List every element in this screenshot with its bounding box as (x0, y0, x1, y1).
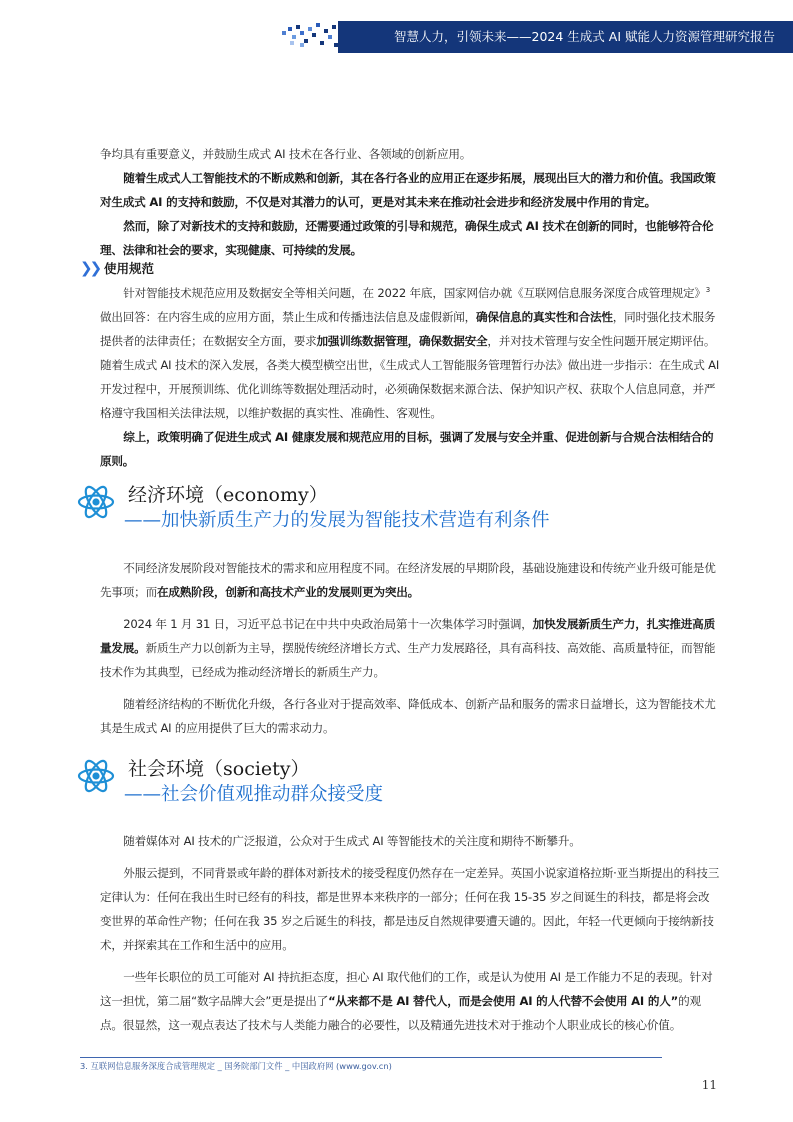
society-title: 社会环境（society） (128, 758, 310, 780)
usage-bold-e: 加强训练数据管理，确保数据安全 (316, 333, 488, 348)
header-bar (338, 21, 793, 53)
society-paragraph-1: 随着媒体对 AI 技术的广泛报道，公众对于生成式 AI 等智能技术的关注度和期待不断攀升。 (123, 834, 581, 848)
usage-text-d: ，同时强化技术服务提供者的法律责任；在数据安全方面，要求 (100, 309, 716, 348)
usage-paragraph-2: 综上，政策明确了促进生成式 AI 健康发展和规范应用的目标，强调了发展与安全并重、促进创新与合规合法相结合的原则。 (100, 429, 714, 468)
intro-paragraph-1: 争均具有重要意义，并鼓励生成式 AI 技术在各行业、各领域的创新应用。 (100, 147, 472, 161)
economy-paragraph-3: 随着经济结构的不断优化升级，各行各业对于提高效率、降低成本、创新产品和服务的需求日益增长，这为智能技术尤其是生成式 AI 的应用提供了巨大的需求动力。 (100, 697, 716, 735)
economy-body (100, 556, 720, 740)
atom-icon (76, 756, 116, 796)
society-paragraph-3 (100, 965, 720, 1037)
society-bold-b: “从来都不是 AI 替代人，而是会使用 AI 的人代替不会使用 AI 的人” (328, 994, 679, 1008)
header-title: 智慧人力，引领未来——2024 生成式 AI 赋能人力资源管理研究报告 (394, 29, 775, 44)
footnote-ref[interactable]: 3 (705, 286, 711, 294)
economy-paragraph-2 (100, 612, 720, 684)
society-text-c: 的观点。很显然，这一观点表达了技术与人类能力融合的必要性，以及精通先进技术对于推动个人职业成长的核心价值。 (100, 994, 701, 1032)
economy-subtitle: ——加快新质生产力的发展为智能技术营造有利条件 (124, 510, 550, 531)
economy-bold-2b: 加快发展新质生产力，扎实推进高质量发展。 (100, 617, 715, 655)
pixel-decoration (282, 21, 344, 53)
footnote-divider (80, 1057, 662, 1058)
economy-text-2a: 2024 年 1 月 31 日，习近平总书记在中共中央政治局第十一次集体学习时强调， (123, 617, 533, 631)
usage-text-b: 做出回答：在内容生成的应用方面，禁止生成和传播违法信息及虚假新闻， (100, 309, 476, 324)
economy-bold-b: 在成熟阶段，创新和高技术产业的发展则更为突出。 (156, 585, 420, 599)
usage-heading: 使用规范 (104, 261, 155, 276)
economy-paragraph-1 (100, 556, 720, 604)
economy-title: 经济环境（economy） (128, 484, 328, 506)
intro-paragraph-2: 随着生成式人工智能技术的不断成熟和创新，其在各行各业的应用正在逐步拓展，展现出巨大的潜力和价值。我国政策对生成式 AI 的支持和鼓励，不仅是对其潜力的认可，更是对其未来在推动社会进步和经济发展中作用的肯定。 (100, 171, 716, 209)
society-paragraph-2: 外服云提到，不同背景或年龄的群体对新技术的接受程度仍然存在一定差异。英国小说家道格拉斯·亚当斯提出的科技三定律认为：任何在我出生时已经有的科技，都是世界本来秩序的一部分；任何在我 15-35 岁之间诞生的科技，都是将会改变世界的革命性产物；任何在我 35 岁之后诞生的科技，都是违反自然规律要遭天谴的。因此，年轻一代更倾向于接纳新技术，并探索其在工作和生活中的应用。 (100, 866, 720, 952)
usage-text-a: 针对智能技术规范应用及数据安全等相关问题，在 2022 年底，国家网信办就《互联网信息服务深度合成管理规定》 (123, 285, 706, 300)
usage-text-f: ，并对技术管理与安全性问题开展定期评估。随着生成式 AI 技术的深入发展，各类大模型横空出世，《生成式人工智能服务管理暂行办法》做出进一步指示：在生成式 AI 开发过程中，开展预训练、优化训练等数据处理活动时，必须确保数据来源合法、保护知识产权、获取个人信息同意，并严格遵守我国相关法律法规，以维护数据的真实性、准确性、客观性。 (100, 333, 720, 420)
economy-text-a: 不同经济发展阶段对智能技术的需求和应用程度不同。在经济发展的早期阶段，基础设施建设和传统产业升级可能是优先事项；而 (100, 561, 716, 599)
intro-section (100, 142, 720, 262)
double-chevron-icon: ❯❯ (80, 259, 100, 277)
society-text-a: 一些年长职位的员工可能对 AI 持抗拒态度，担心 AI 取代他们的工作，或是认为使用 AI 是工作能力不足的表现。针对这一担忧，第二届“数字品牌大会”更是提出了 (100, 970, 713, 1008)
usage-heading-row (80, 258, 720, 278)
economy-text-2c: 新质生产力以创新为主导，摆脱传统经济增长方式、生产力发展路径，具有高科技、高效能、高质量特征，而智能技术作为其典型，已经成为推动经济增长的新质生产力。 (100, 641, 716, 679)
usage-rules-section (80, 258, 720, 473)
page-number: 11 (701, 1078, 717, 1092)
society-body (100, 829, 720, 1037)
usage-paragraph-1 (100, 278, 720, 425)
society-subtitle: ——社会价值观推动群众接受度 (124, 784, 384, 805)
atom-icon (76, 482, 116, 522)
intro-paragraph-3: 然而，除了对新技术的支持和鼓励，还需要通过政策的引导和规范，确保生成式 AI 技术在创新的同时，也能够符合伦理、法律和社会的要求，实现健康、可持续的发展。 (100, 219, 714, 257)
footnote[interactable]: 3. 互联网信息服务深度合成管理规定 _ 国务院部门文件 _ 中国政府网 (www.gov.cn) (80, 1061, 392, 1071)
usage-bold-c: 确保信息的真实性和合法性 (476, 309, 613, 324)
